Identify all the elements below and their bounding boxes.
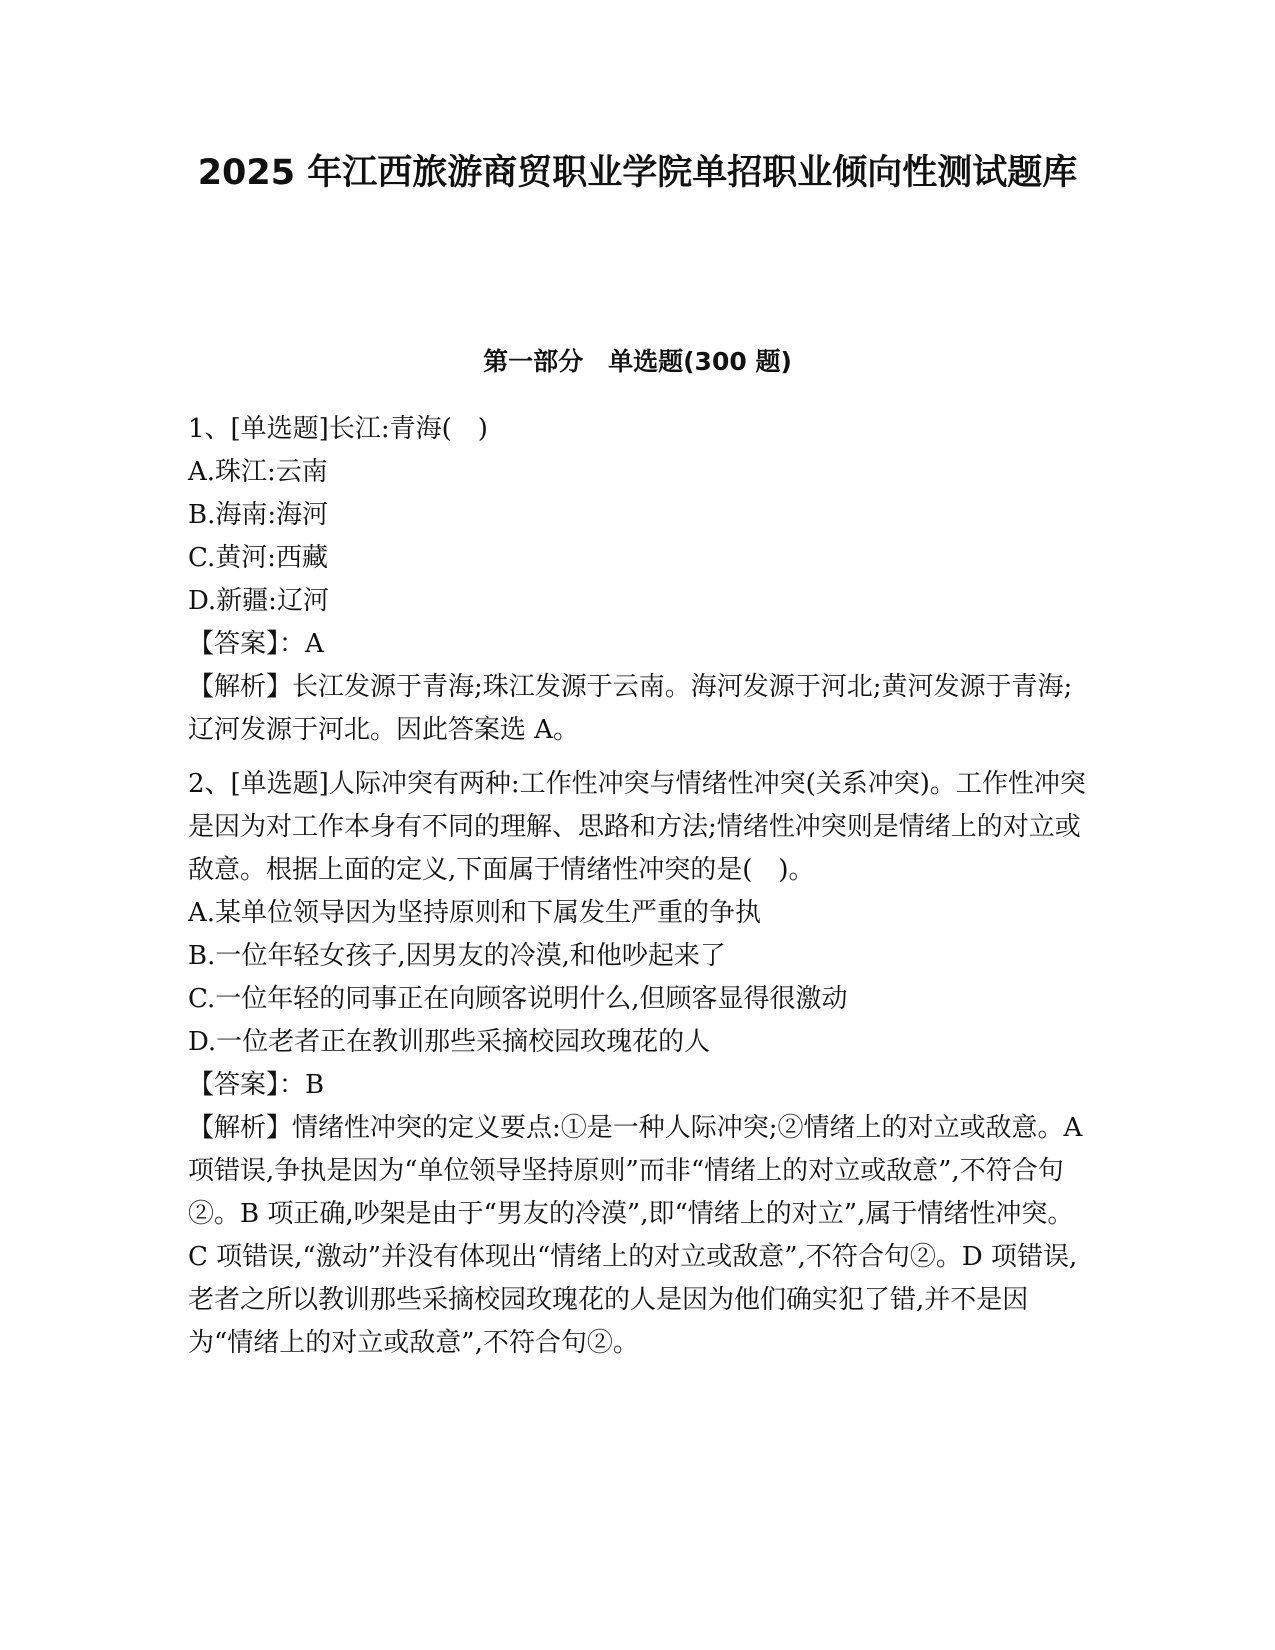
section-heading: 第一部分 单选题(300 题) <box>483 347 792 376</box>
option-b: B.海南:海河 <box>188 500 329 530</box>
document-title: 2025 年江西旅游商贸职业学院单招职业倾向性测试题库 <box>197 153 1078 193</box>
answer-text: 【答案】：B <box>188 1070 325 1100</box>
option-d: D.一位老者正在教训那些采摘校园玫瑰花的人 <box>188 1027 711 1057</box>
question-2 <box>188 763 1088 1365</box>
analysis-text: 【解析】长江发源于青海;珠江发源于云南。海河发源于河北;黄河发源于青海;辽河发源于河北。因此答案选 A。 <box>188 672 1073 745</box>
option-a: A.某单位领导因为坚持原则和下属发生严重的争执 <box>188 898 762 928</box>
analysis-text: 【解析】情绪性冲突的定义要点:①是一种人际冲突;②情绪上的对立或敌意。A 项错误,争执是因为“单位领导坚持原则”而非“情绪上的对立或敌意”,不符合句②。B 项正确,吵架是由于“男友的冷漠”,即“情绪上的对立”,属于情绪性冲突。C 项错误,“激动”并没有体现出“情绪上的对立或敌意”,不符合句②。D 项错误,老者之所以教训那些采摘校园玫瑰花的人是因为他们确实犯了错,并不是因为“情绪上的对立或敌意”,不符合句②。 <box>188 1113 1083 1358</box>
option-c: C.黄河:西藏 <box>188 543 328 573</box>
option-d: D.新疆:辽河 <box>188 586 329 616</box>
option-c: C.一位年轻的同事正在向顾客说明什么,但顾客显得很激动 <box>188 984 848 1014</box>
answer-text: 【答案】：A <box>188 629 324 659</box>
option-a: A.珠江:云南 <box>188 457 328 487</box>
option-b: B.一位年轻女孩子,因男友的冷漠,和他吵起来了 <box>188 941 726 971</box>
question-1 <box>188 408 1088 752</box>
question-list <box>188 408 1088 1365</box>
question-stem: 2、[单选题]人际冲突有两种:工作性冲突与情绪性冲突(关系冲突)。工作性冲突是因为对工作本身有不同的理解、思路和方法;情绪性冲突则是情绪上的对立或敌意。根据上面的定义,下面属于情绪性冲突的是( )。 <box>188 769 1086 885</box>
question-stem: 1、[单选题]长江:青海( ) <box>188 414 488 444</box>
